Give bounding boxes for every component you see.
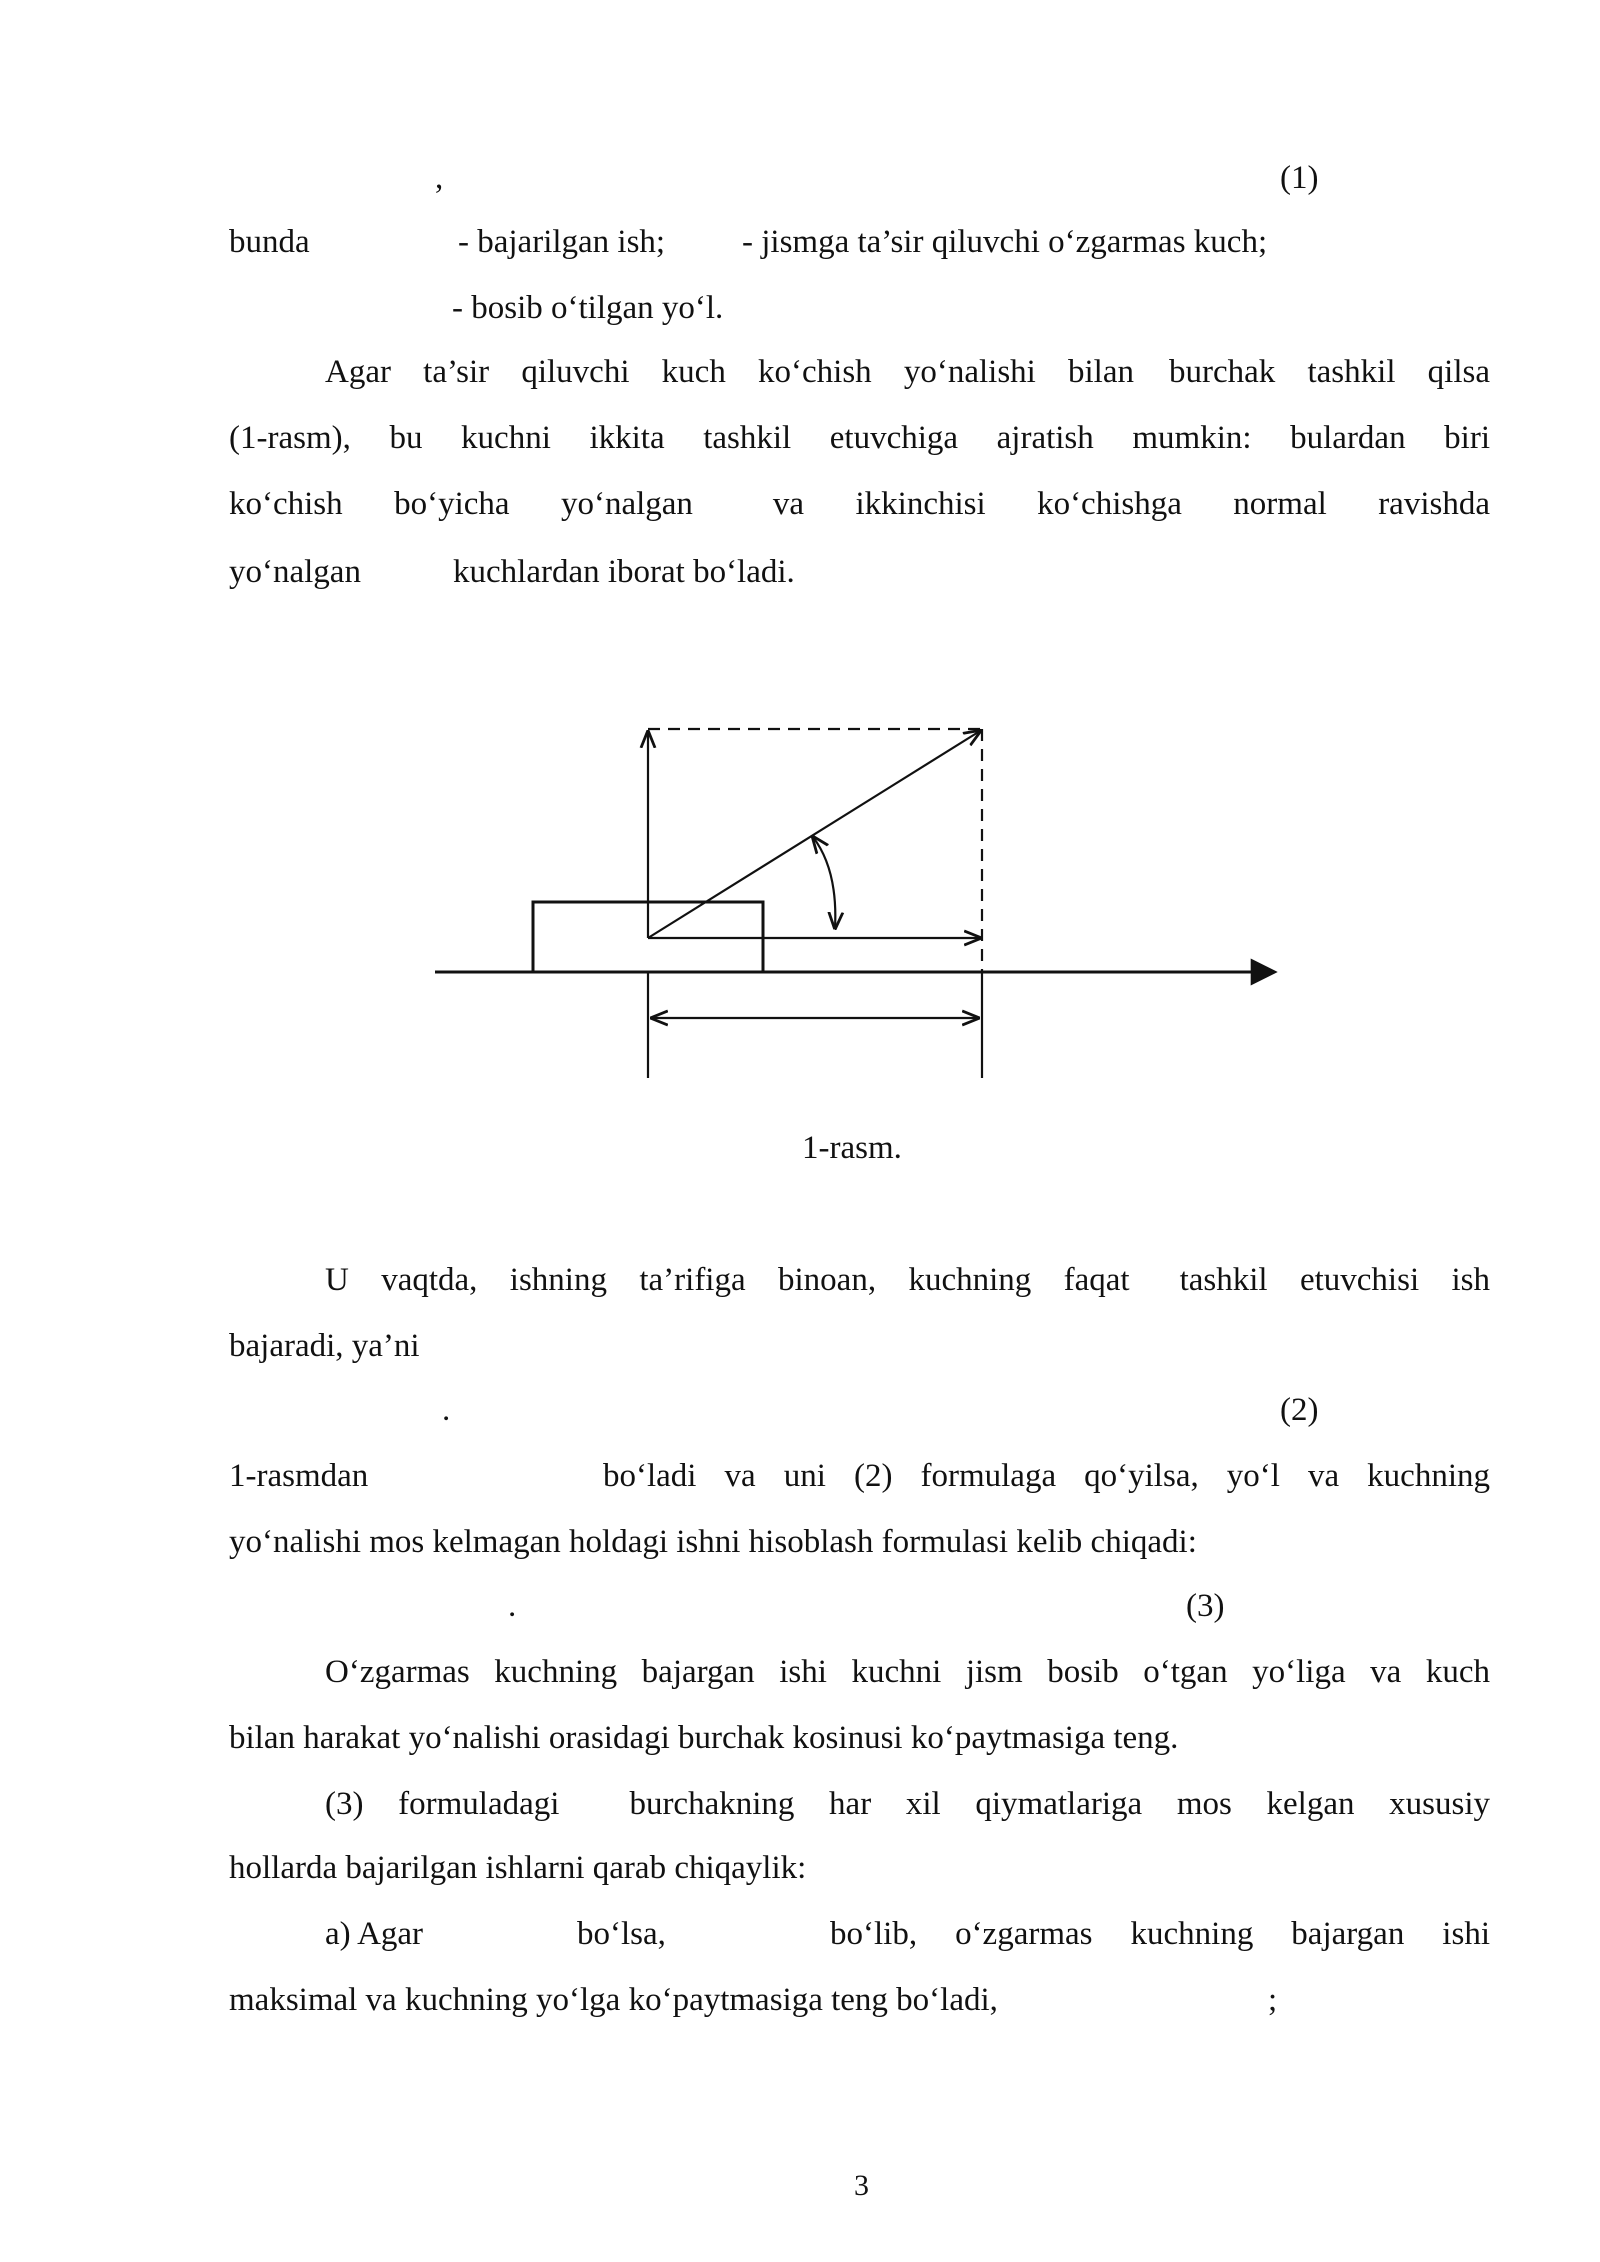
defs-force: - jismga ta’sir qiluvchi o‘zgarmas kuch; xyxy=(742,224,1268,260)
figure-caption: 1-rasm. xyxy=(802,1130,902,1166)
para1-line1: Agar ta’sir qiluvchi kuch ko‘chish yo‘nalishi bilan burchak tashkil qilsa xyxy=(325,354,1490,390)
figure-1 xyxy=(420,700,1300,1090)
force-decomposition-diagram xyxy=(420,700,1300,1090)
eq1-comma: , xyxy=(435,160,444,196)
para1-line4a: yo‘nalgan xyxy=(229,554,361,590)
para4-line1: O‘zgarmas kuchning bajargan ishi kuchni jism bosib o‘tgan yo‘liga va kuch xyxy=(325,1654,1490,1690)
para3-line1b: bo‘ladi va uni (2) formulaga qo‘yilsa, yo‘l va kuchning xyxy=(603,1458,1490,1494)
para6-line1a: a) Agar xyxy=(325,1916,424,1952)
eq3-dot: . xyxy=(508,1588,517,1624)
defs-path: - bosib o‘tilgan yo‘l. xyxy=(452,290,724,326)
para1-line3: ko‘chish bo‘yicha yo‘nalgan va ikkinchisi ko‘chishga normal ravishda xyxy=(229,486,1490,522)
para1-line2: (1-rasm), bu kuchni ikkita tashkil etuvchiga ajratish mumkin: bulardan biri xyxy=(229,420,1490,456)
page-number: 3 xyxy=(854,2169,869,2202)
eq2-dot: . xyxy=(442,1392,451,1428)
para2-line1: U vaqtda, ishning ta’rifiga binoan, kuchning faqat tashkil etuvchisi ish xyxy=(325,1262,1490,1298)
eq3-number: (3) xyxy=(1186,1588,1225,1624)
para6-line2-end: ; xyxy=(1268,1982,1278,2018)
para4-line2: bilan harakat yo‘nalishi orasidagi burchak kosinusi ko‘paytmasiga teng. xyxy=(229,1720,1179,1756)
force-vector-arrow xyxy=(648,731,980,938)
eq1-number: (1) xyxy=(1280,160,1319,196)
para3-line2: yo‘nalishi mos kelmagan holdagi ishni hisoblash formulasi kelib chiqadi: xyxy=(229,1524,1197,1560)
para1-line4b: kuchlardan iborat bo‘ladi. xyxy=(453,554,795,590)
para6-line1c: bo‘lib, o‘zgarmas kuchning bajargan ishi xyxy=(830,1916,1490,1952)
para3-line1a: 1-rasmdan xyxy=(229,1458,369,1494)
eq2-number: (2) xyxy=(1280,1392,1319,1428)
para6-line1b: bo‘lsa, xyxy=(577,1916,666,1952)
defs-bunda: bunda xyxy=(229,224,310,260)
para6-line2: maksimal va kuchning yo‘lga ko‘paytmasiga teng bo‘ladi, xyxy=(229,1982,998,2018)
para2-line2: bajaradi, ya’ni xyxy=(229,1328,420,1364)
angle-arc xyxy=(813,837,835,928)
para5-line2: hollarda bajarilgan ishlarni qarab chiqaylik: xyxy=(229,1850,807,1886)
defs-work: - bajarilgan ish; xyxy=(458,224,666,260)
para5-line1: (3) formuladagi burchakning har xil qiymatlariga mos kelgan xususiy xyxy=(325,1786,1490,1822)
